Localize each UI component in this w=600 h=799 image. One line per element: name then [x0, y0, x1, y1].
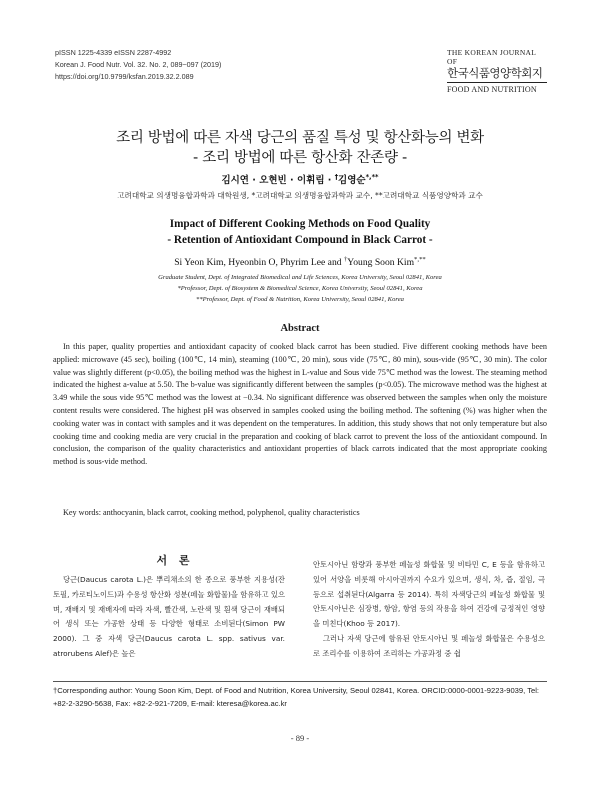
title-en-line1: Impact of Different Cooking Methods on Food Quality	[169, 218, 431, 230]
abstract-paragraph: In this paper, quality properties and antioxidant capacity of cooked black carrot has been studied. Five different cooking methods have been applied: microwave (45 sec), boiling (100℃, 14 min), steaming (100℃, 20 min), sous vide (75℃, 80 min), sous-vide (95℃, 30 min). The color value was slightly different (p<0.05), the boiling method was the highest in L-value and Sous vide 75℃ method was the lowest. The steaming method indicated the highest a-value at 5.50. The b-value was significantly different between the samples (p<0.05). The microwave method was the highest at 3.49 while the sous vide 95℃ method was the lowest at −0.34. No significant difference was observed between the samples when only the moisture content results were considered. The highest pH was observed in samples cooked using the boiling method. The softening (%) was higher when the cooking water was in contact with samples and it was dependent on the temperatures. In addition, this study shows that not only temperature but also cooking time and cooking media are very crucial in the preparation and cooking of black carrot to prevent the loss of the antioxidant compound. In conclusion, the comparison of the quality characteristics and antioxidant properties of black carrots indicated that the most appropriate cooking method is sous-vide method.	[53, 342, 547, 467]
authors-ko-names: 김시연 · 오현빈 · 이휘림 ·	[221, 175, 335, 186]
title-en-line2: - Retention of Antioxidant Compound in Black Carrot -	[167, 234, 433, 246]
journal-logo	[447, 48, 547, 94]
corresponding-mark-en: †	[343, 256, 348, 263]
logo-rule	[447, 82, 547, 83]
corresponding-author-footnote: †Corresponding author: Young Soon Kim, Dept. of Food and Nutrition, Korea University, Seoul 02841, Korea. ORCID:0000-0001-9223-9039, Tel: +82-2-3290-5638, Fax: +82-2-921-7209, E-mail: kteresa@korea.ac.kr	[53, 686, 540, 708]
authors-en	[40, 256, 560, 268]
affiliation-en-3: **Professor, Dept. of Food & Nutrition, Korea University, Seoul 02841, Korea	[196, 296, 404, 303]
footnote-divider	[53, 681, 547, 682]
keywords: Key words: anthocyanin, black carrot, cooking method, polyphenol, quality characteristics	[63, 508, 360, 517]
authors-ko	[40, 172, 560, 186]
body-column-left	[53, 573, 285, 662]
title-ko-line1: 조리 방법에 따른 자색 당근의 품질 특성 및 항산화능의 변화	[116, 130, 484, 146]
intro-paragraph-1: 당근(Daucus carota L.)은 뿌리채소의 한 종으로 풍부한 지용성(잔토필, 카로티노이드)과 수용성 항산화 성분(페놀 화합물)을 함유하고 있으며, 재배지 및 재배자에 따라 자색, 빨간색, 노란색 및 흰색 당근이 재배되어 생식 또는 가공한 상태 등 다양한 형태로 소비된다(Simon PW 2000). 그 중 자색 당근(Daucus carota L. spp. sativus var. atrorubens Alef)은 높은	[53, 575, 285, 658]
affiliation-ko: 고려대학교 의생명융합과학과 대학원생, *고려대학교 의생명융합과학과 교수, **고려대학교 식품영양학과 교수	[117, 191, 483, 200]
intro-paragraph-2: 그러나 자색 당근에 함유된 안토시아닌 및 페놀성 화합물은 수용성으로 조리수를 이용하여 조리하는 가공과정 중 쉽	[313, 633, 545, 658]
issn-line: pISSN 1225-4339 eISSN 2287-4992	[55, 48, 172, 57]
abstract-heading: Abstract	[280, 323, 320, 334]
body-column-right	[313, 558, 545, 662]
title-ko-line2: - 조리 방법에 따른 항산화 잔존량 -	[193, 150, 407, 166]
author-sup-en: *,**	[414, 256, 426, 263]
journal-name-en-top: THE KOREAN JOURNAL OF	[447, 48, 536, 66]
author-sup: *,**	[365, 172, 379, 181]
authors-en-last: Young Soon Kim	[347, 257, 415, 269]
authors-ko-last: 김영순	[338, 175, 366, 186]
section-heading-introduction: 서 론	[156, 554, 194, 567]
affiliation-en-2: *Professor, Dept. of Biosystem & Biomedical Science, Korea University, Seoul 02841, Korea	[177, 285, 423, 292]
journal-name-en-bottom: FOOD AND NUTRITION	[447, 85, 537, 95]
citation-line: Korean J. Food Nutr. Vol. 32. No. 2, 089~097 (2019)	[55, 60, 222, 69]
intro-paragraph-1-cont: 안토시아닌 함량과 풍부한 페놀성 화합물 및 비타민 C, E 등을 함유하고 있어 서양을 비롯해 아시아권까지 수요가 있으며, 생식, 차, 즙, 절임, 극 등으로 섭취된다(Algarra 등 2014). 특히 자색당근의 페놀성 화합물 및 안토시아닌은 심장병, 항암, 항염 등의 작용을 하여 건강에 긍정적인 영향을 미친다(Khoo 등 2017).	[313, 560, 545, 629]
page-number: - 89 -	[290, 733, 310, 743]
journal-header-info	[55, 47, 221, 83]
abstract-body	[53, 341, 547, 469]
authors-en-names: Si Yeon Kim, Hyeonbin O, Phyrim Lee and	[174, 257, 344, 269]
affiliation-en-1: Graduate Student, Dept. of Integrated Biomedical and Life Sciences, Korea University, Seoul 02841, Korea	[158, 274, 442, 281]
corresponding-mark: †	[334, 172, 339, 181]
journal-name-ko: 한국식품영양학회지	[447, 66, 543, 80]
doi-link[interactable]: https://doi.org/10.9799/ksfan.2019.32.2.089	[55, 72, 194, 81]
